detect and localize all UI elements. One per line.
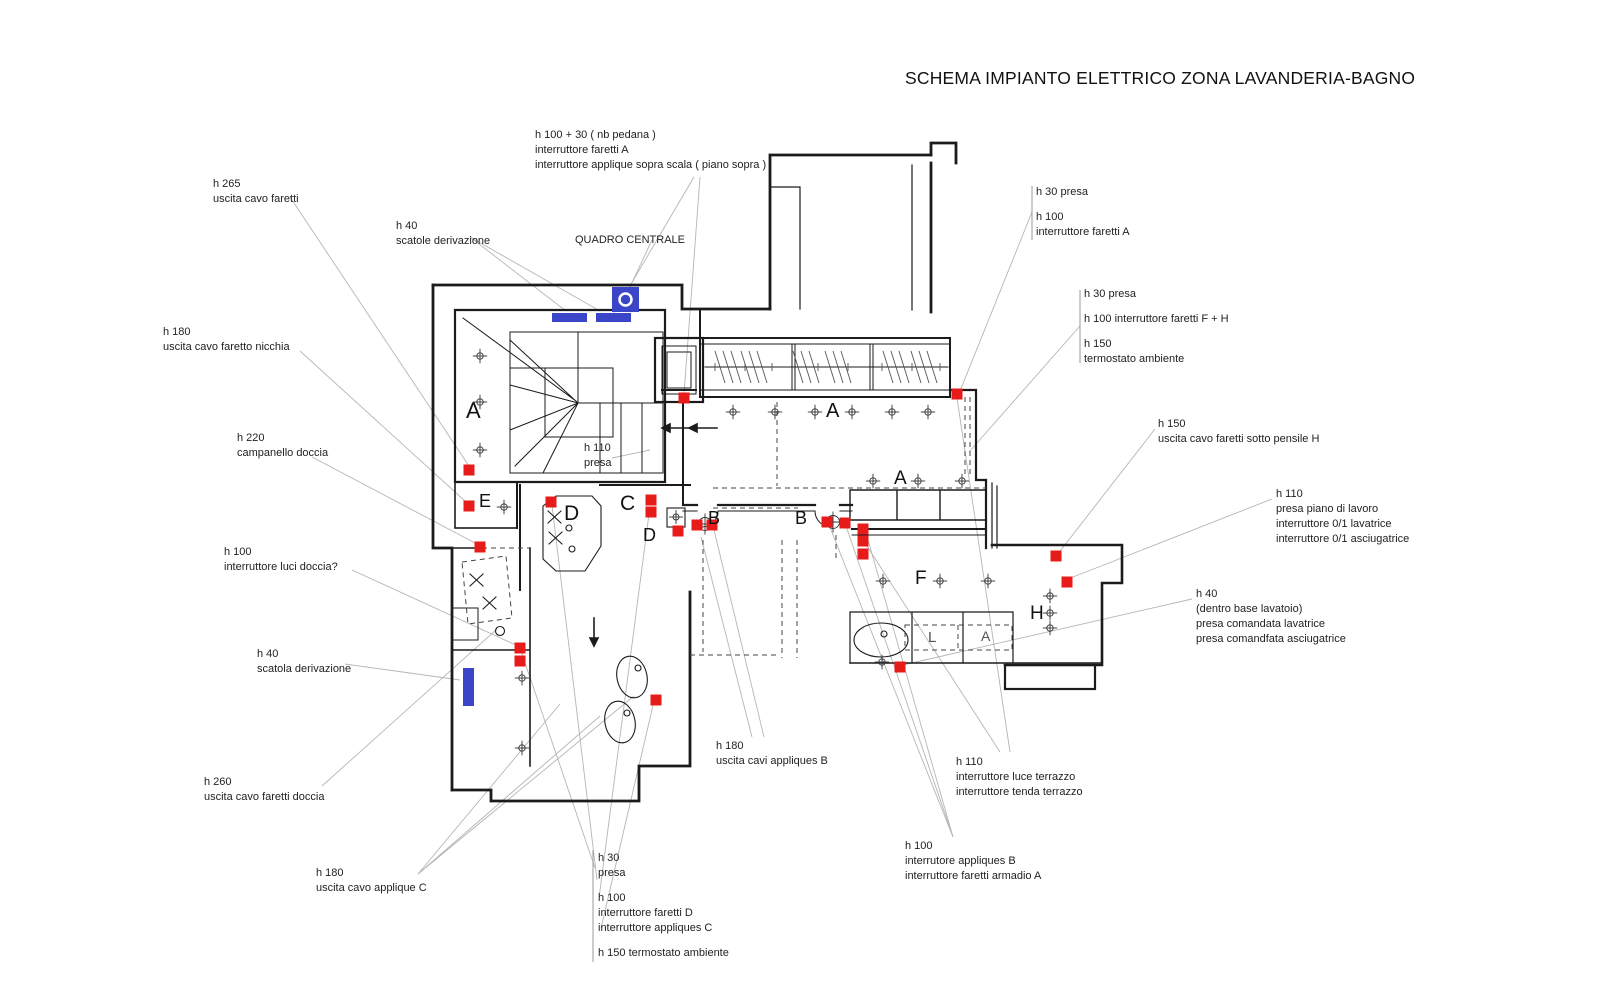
spotlight-symbol [981, 574, 995, 588]
leader-line [903, 599, 1192, 665]
spotlight-symbol [473, 349, 487, 363]
annotation-line [598, 936, 729, 946]
annotation-luci-doccia [224, 545, 338, 575]
spotlight-symbol [808, 405, 822, 419]
red-outlet-marker [646, 507, 657, 518]
spotlight-symbol [768, 405, 782, 419]
red-outlet-marker [895, 662, 906, 673]
window-band-inner [700, 344, 950, 390]
annotation-line [598, 881, 729, 891]
annotation-line: h 100 interruttore faretti F + H [1084, 313, 1229, 325]
annotation-line: presa [584, 457, 612, 469]
annotation-line: h 30 presa [1036, 186, 1088, 198]
annotation-line: uscita cavi appliques B [716, 755, 828, 767]
spotlight-symbol [885, 405, 899, 419]
room-letter-a: A [981, 628, 991, 644]
annotation-note-sopra-scala [535, 128, 766, 173]
leader-line [552, 502, 597, 880]
red-outlet-marker [858, 524, 869, 535]
leader-line [418, 716, 600, 874]
spotlight-symbol [921, 405, 935, 419]
spotlight-symbol [845, 405, 859, 419]
room-letter-a: A [894, 468, 907, 489]
outer-wall [931, 143, 956, 312]
annotation-line: interruttore faretti A [535, 144, 629, 156]
page-title: SCHEMA IMPIANTO ELETTRICO ZONA LAVANDERIA-BAGNO [905, 68, 1416, 88]
outer-wall [433, 285, 770, 309]
annotation-line: h 40 [1196, 588, 1218, 600]
annotation-line: h 220 [237, 432, 265, 444]
annotation-line: h 180 [163, 326, 191, 338]
leader-line [612, 450, 650, 458]
annotation-line: h 150 termostato ambiente [598, 947, 729, 959]
laundry-step [1005, 665, 1095, 689]
annotation-line: interruttore appliques C [598, 922, 713, 934]
red-outlet-marker [646, 495, 657, 506]
room-letter-h: H [1030, 603, 1044, 624]
annotation-line: QUADRO CENTRALE [575, 234, 686, 246]
blue-derivation-box [552, 313, 587, 322]
annotation-line: campanello doccia [237, 447, 329, 459]
annotation-line: h 100 [905, 840, 933, 852]
room-letter-a: A [466, 398, 481, 423]
leader-line [599, 514, 649, 898]
annotation-line: h 150 [1084, 338, 1112, 350]
leader-line [352, 570, 518, 646]
annotation-line: interruttore 0/1 lavatrice [1276, 518, 1392, 530]
doccia-bench [452, 608, 478, 640]
central-panel-marker [612, 287, 639, 312]
outer-wall [433, 285, 452, 790]
annotation-line: (dentro base lavatoio) [1196, 603, 1303, 615]
annotation-line: interruttore applique sopra scala ( piano sopra ) [535, 159, 767, 171]
red-outlet-marker [515, 656, 526, 667]
red-outlet-marker [952, 389, 963, 400]
annotation-line [1036, 200, 1130, 210]
leader-line [521, 651, 595, 868]
annotation-applique-c [316, 866, 427, 896]
annotation-line: presa comandfata asciugatrice [1196, 633, 1346, 645]
annotation-line: uscita cavo faretto nicchia [163, 341, 290, 353]
annotation-line: h 30 presa [1084, 288, 1136, 300]
annotation-line: interruttore luce terrazzo [956, 771, 1076, 783]
red-outlet-marker [1051, 551, 1062, 562]
leader-line [312, 457, 477, 544]
annotation-line: h 40 [396, 220, 418, 232]
annotation-presa-scala [584, 441, 612, 471]
annotation-line: interruttore faretti armadio A [905, 870, 1042, 882]
annotation-line: interruttore tenda terrazzo [956, 786, 1083, 798]
outer-wall [770, 155, 931, 309]
annotation-line: h 30 [598, 852, 620, 864]
annotation-line [1084, 327, 1229, 337]
annotation-campanello-doccia [237, 431, 328, 461]
red-outlet-marker [515, 643, 526, 654]
spotlight-symbol [866, 474, 880, 488]
annotation-line: interruttore faretti A [1036, 226, 1130, 238]
annotation-line: h 100 [598, 892, 626, 904]
red-outlet-marker [651, 695, 662, 706]
annotation-line: h 150 [1158, 418, 1186, 430]
leader-line [969, 326, 1080, 452]
annotation-line: presa [598, 867, 626, 879]
leader-line [300, 351, 466, 502]
leader-line [418, 696, 634, 874]
red-outlet-marker [679, 393, 690, 404]
room-letter-d: D [643, 525, 656, 545]
annotation-line: h 100 [1036, 211, 1064, 223]
room-letter-f: F [915, 568, 927, 589]
annotation-quadro-centrale [575, 233, 685, 248]
annotation-line: interrutore appliques B [905, 855, 1016, 867]
annotation-line: uscita cavo faretti doccia [204, 791, 325, 803]
annotation-presa-piano-lavoro [1276, 487, 1409, 547]
red-outlet-marker [464, 501, 475, 512]
spotlight-symbol [955, 474, 969, 488]
stairs [463, 318, 663, 473]
annotation-line: h 265 [213, 178, 241, 190]
room-letter-d: D [564, 502, 580, 525]
spotlight-symbol [726, 405, 740, 419]
armadio-counter [850, 490, 986, 520]
annotation-line: h 100 [224, 546, 252, 558]
door-arc [702, 508, 831, 528]
annotation-blocco-basso [598, 851, 729, 961]
leader-line [1057, 429, 1155, 555]
spotlight-symbol [515, 671, 529, 685]
annotation-line: uscita cavo faretti sotto pensile H [1158, 433, 1320, 445]
leader-line [958, 212, 1032, 396]
blue-derivation-box [596, 313, 631, 322]
annotation-appliques-b-armadio [905, 839, 1041, 884]
annotation-line: termostato ambiente [1084, 353, 1185, 365]
room-letter-b: B [708, 508, 721, 528]
spotlight-symbol [669, 510, 683, 524]
annotation-line: uscita cavo applique C [316, 882, 427, 894]
room-letter-a: A [826, 400, 840, 422]
pensile-wall-inner [992, 483, 997, 548]
annotation-line: interruttore luci doccia? [224, 561, 338, 573]
red-outlet-marker [1062, 577, 1073, 588]
leader-line [714, 530, 764, 737]
annotation-line: h 100 + 30 ( nb pedana ) [535, 129, 656, 141]
upper-rect-inner-wall [770, 165, 912, 310]
elevator-car [667, 352, 691, 388]
annotation-presa-faretti-fh [1084, 287, 1229, 367]
annotation-line: h 110 [956, 756, 983, 768]
annotation-base-lavatoio [1196, 587, 1346, 647]
leader-line [701, 537, 752, 737]
room-letter-e: E [479, 491, 492, 511]
annotation-cavi-appliques-b [716, 739, 828, 769]
red-outlet-marker [840, 518, 851, 529]
red-outlet-marker [464, 465, 475, 476]
red-outlet-marker [692, 520, 703, 531]
annotation-presa-faretti-a [1036, 185, 1130, 240]
red-outlet-marker [546, 497, 557, 508]
annotation-faretto-nicchia [163, 325, 290, 355]
annotation-line: interruttore faretti D [598, 907, 693, 919]
spotlight-symbol [933, 574, 947, 588]
blue-derivation-box [463, 668, 474, 706]
red-outlet-marker [858, 549, 869, 560]
annotation-line: h 110 [1276, 488, 1303, 500]
leader-line [684, 177, 700, 394]
annotation-line: presa piano di lavoro [1276, 503, 1379, 515]
annotation-scatola-derivazione [257, 647, 351, 677]
walls-layer [433, 143, 1122, 801]
room-letter-c: C [620, 492, 636, 515]
annotation-line: h 180 [716, 740, 744, 752]
annotation-line: presa comandata lavatrice [1196, 618, 1326, 630]
annotation-faretti-pensile-h [1158, 417, 1319, 447]
annotation-uscita-cavo-faretti [213, 177, 299, 207]
spotlight-symbol [473, 443, 487, 457]
leader-line [829, 525, 953, 837]
red-outlet-marker [475, 542, 486, 553]
annotation-faretti-doccia [204, 775, 324, 805]
annotation-line: h 110 [584, 442, 611, 454]
spotlight-symbol [1043, 589, 1057, 603]
annotation-line [1084, 302, 1229, 312]
annotation-line: scatola derivazione [257, 663, 352, 675]
spotlight-symbol [911, 474, 925, 488]
room-letter-l: L [928, 629, 937, 646]
red-outlet-marker [822, 517, 833, 528]
annotation-line: h 180 [316, 867, 344, 879]
red-outlet-marker [858, 536, 869, 547]
leader-line [846, 526, 953, 837]
right-step-wall [950, 390, 986, 480]
annotation-scatole-derivazione [396, 219, 490, 249]
leader-line [1068, 499, 1272, 579]
annotation-line: scatole derivazione [396, 235, 491, 247]
red-outlet-marker [673, 526, 684, 537]
spotlight-symbol [497, 500, 511, 514]
annotation-line: uscita cavo faretti [213, 193, 299, 205]
annotation-line: h 40 [257, 648, 279, 660]
spotlight-symbol [1043, 606, 1057, 620]
annotation-terrazzo [956, 755, 1083, 800]
annotation-line: interruttore 0/1 asciugatrice [1276, 533, 1410, 545]
annotation-line: h 260 [204, 776, 232, 788]
room-letter-b: B [795, 508, 808, 528]
